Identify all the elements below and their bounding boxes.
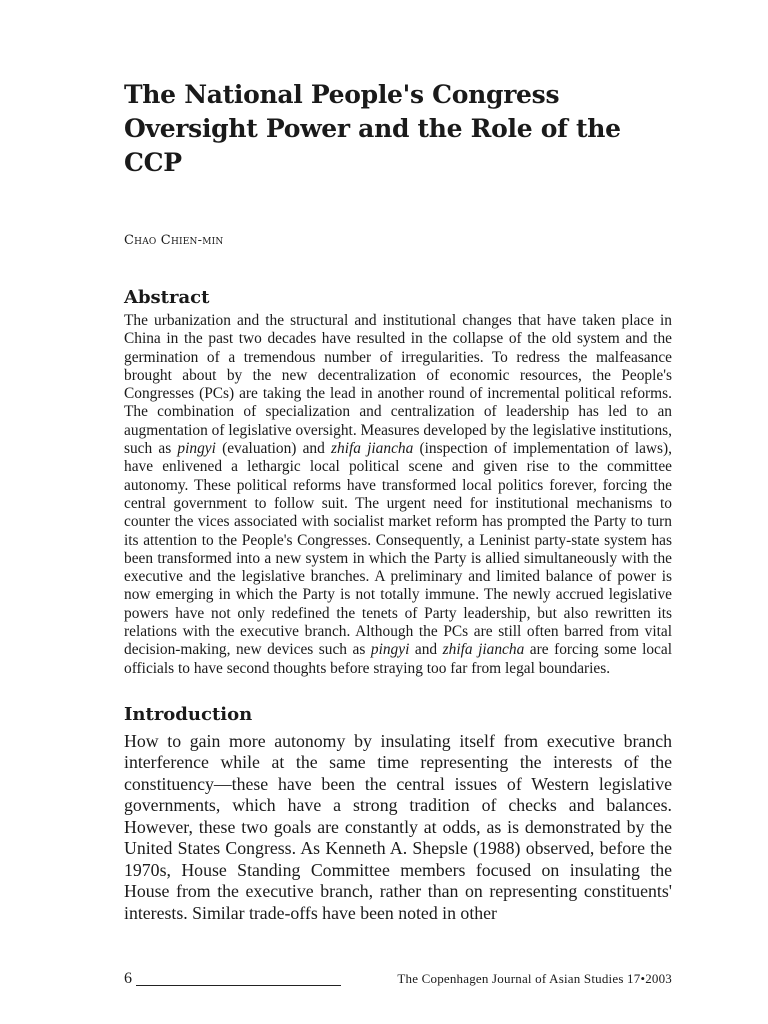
author-name: Chao Chien-min: [124, 233, 224, 248]
term-pingyi: pingyi: [370, 641, 410, 659]
page-footer: [124, 970, 672, 990]
abstract-body: [124, 312, 672, 678]
abstract-text: and: [409, 641, 443, 659]
term-zhifa-jiancha: zhifa jiancha: [442, 641, 525, 659]
page-number: 6: [124, 970, 132, 987]
introduction-heading: Introduction: [124, 703, 253, 725]
abstract-text: The urbanization and the structural and institutional changes that have taken place in China in the past two decades have resulted in the collapse of the old system and the germination of a tremendous number of irregularities. To redress the malfeasance brought about by the new decentralization of economic resources, the People's Congresses (PCs) are taking the lead in another round of incremental political reforms. The combination of specialization and centralization of leadership has led to an augmentation of legislative oversight. Measures developed by the legislative institutions, such as: [124, 312, 672, 458]
abstract-text: (inspection of implementation of laws), have enlivened a lethargic local political scene and given rise to the committee autonomy. These political reforms have transformed local politics forever, forcing the central government to follow suit. The urgent need for institutional mechanisms to counter the vices associated with socialist market reform has prompted the Party to turn its attention to the People's Congresses. Consequently, a Leninist party-state system has been transformed into a new system in which the Party is allied simultaneously with the executive and the legislative branches. A preliminary and limited balance of power is now emerging in which the Party is not totally immune. The newly accrued legislative powers have not only redefined the tenets of Party leadership, but also rewritten its relations with the executive branch. Although the PCs are still often barred from vital decision-making, new devices such as: [124, 440, 673, 659]
introduction-body: How to gain more autonomy by insulating itself from executive branch interference while at the same time representing the interests of the constituency—these have been the central issues of Western legislative governments, which have a strong tradition of checks and balances. However, these two goals are constantly at odds, as is demonstrated by the United States Congress. As Kenneth A. Shepsle (1988) observed, before the 1970s, House Standing Committee members focused on insulating the House from the executive branch, rather than on representing constituents' interests. Similar trade-offs have been noted in other: [124, 730, 672, 923]
abstract-text: are forcing some local officials to have second thoughts before straying too far from legal boundaries.: [124, 641, 672, 677]
abstract-text: (evaluation) and: [215, 440, 332, 458]
article-title: The National People's Congress Oversight Power and the Role of the CCP: [124, 80, 621, 177]
footer-rule: [136, 985, 341, 986]
journal-citation: The Copenhagen Journal of Asian Studies 17•2003: [397, 971, 672, 986]
term-zhifa-jiancha: zhifa jiancha: [331, 440, 414, 458]
abstract-heading: Abstract: [124, 287, 210, 308]
article-page: [124, 78, 672, 924]
term-pingyi: pingyi: [177, 440, 216, 458]
